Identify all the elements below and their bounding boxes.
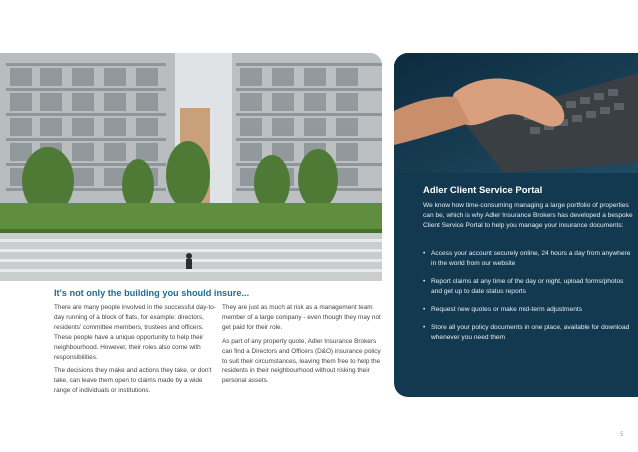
text-column-1 — [54, 303, 216, 400]
list-item-text: Report claims at any time of the day or night, upload forms/photos and get up to date status reports — [431, 277, 624, 296]
section-headline: It's not only the building you should insure... — [54, 288, 250, 298]
features-list — [423, 249, 635, 350]
panel-intro: We know how time-consuming managing a large portfolio of properties can be, which is why Adler Insurance Brokers has developed a bespoke Client Service Portal to help you manage your insurance documents: — [423, 202, 633, 230]
paragraph: There are many people involved in the successful day-to-day running of a block of flats, for example: directors, residents' committee members, trustees and officers. These people have a unique opportunity to help their neighbourhood. However, their roles also come with responsibilities. — [54, 304, 216, 361]
keyboard-hand-photo — [394, 53, 638, 173]
bullet-icon: • — [423, 305, 426, 313]
page-number: 5 — [620, 432, 624, 438]
paragraph: As part of any property quote, Adler Insurance Brokers can find a Directors and Officers (D&O) insurance policy to suit their circumstances, leaving them free to help the residents in their neighbourhood without risking their personal assets. — [222, 337, 381, 385]
paragraph: They are just as much at risk as a management team member of a large company - even though they may not get paid for their role. — [222, 304, 381, 331]
list-item-text: Store all your policy documents in one place, available for download whenever you need them — [431, 323, 630, 341]
text-column-2 — [222, 303, 382, 390]
building-photo — [0, 53, 382, 281]
client-portal-panel — [394, 53, 638, 397]
list-item — [423, 249, 635, 269]
bullet-icon: • — [423, 250, 426, 257]
bullet-icon: • — [423, 323, 426, 331]
list-item — [423, 277, 635, 297]
list-item-text: Request new quotes or make mid-term adjustments — [431, 305, 582, 313]
list-item — [423, 305, 635, 315]
list-item — [423, 323, 635, 343]
list-item-text: Access your account securely online, 24 hours a day from anywhere in the world from our website — [431, 250, 631, 268]
paragraph: The decisions they make and actions they take, or don't take, can leave them open to claims made by a wide range of individuals or institutions. — [54, 367, 212, 395]
panel-title: Adler Client Service Portal — [423, 185, 543, 196]
bullet-icon: • — [423, 277, 426, 285]
